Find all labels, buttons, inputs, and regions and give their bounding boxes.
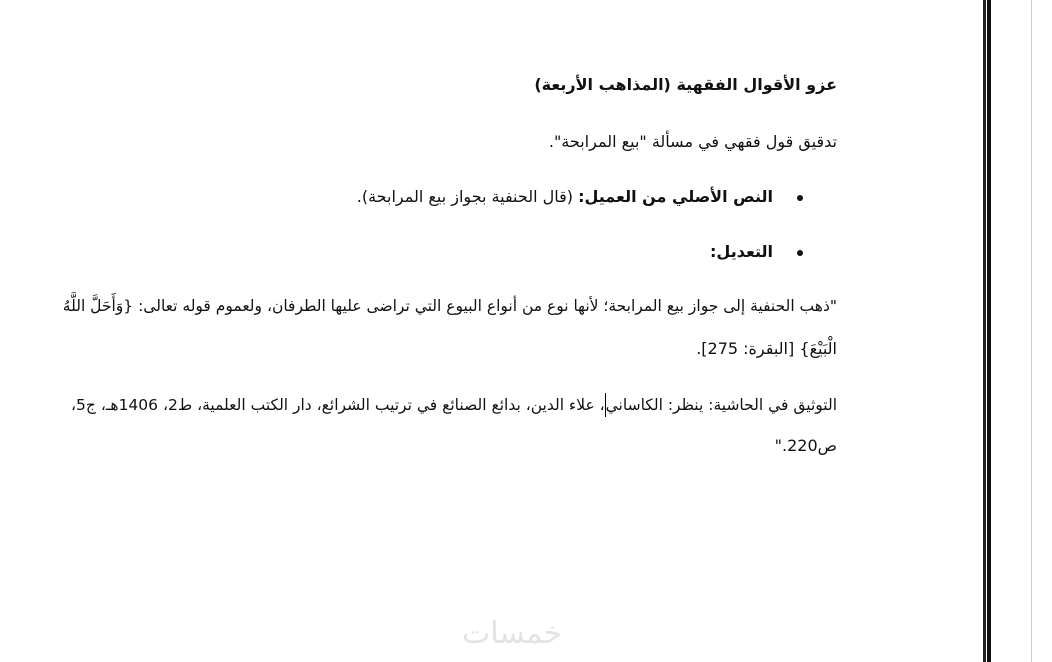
citation-line: ص220."	[774, 436, 837, 455]
citation-text: ، علاء الدين، بدائع الصنائع في ترتيب الشرائع، دار الكتب العلمية، ط2، 1406هـ، ج5،	[71, 396, 605, 414]
bullet-label: التعديل:	[710, 242, 773, 261]
citation-line[interactable]	[0, 393, 837, 417]
bullet-icon	[797, 195, 803, 201]
list-item	[0, 185, 837, 209]
window-edge	[985, 0, 1052, 662]
page-border	[987, 0, 991, 662]
quote-line: الْبَيْعَ} [البقرة: 275].	[696, 339, 837, 358]
list-item	[0, 240, 837, 264]
bullet-label: النص الأصلي من العميل:	[578, 187, 773, 206]
document-heading: عزو الأقوال الفقهية (المذاهب الأربعة)	[534, 75, 837, 94]
bullet-icon	[797, 250, 803, 256]
watermark-logo: خمسات	[462, 616, 563, 651]
page-border	[983, 0, 986, 662]
bullet-text: (قال الحنفية بجواز بيع المرابحة).	[356, 187, 579, 206]
scrollbar-track[interactable]	[1031, 0, 1032, 662]
quote-line: "ذهب الحنفية إلى جواز بيع المرابحة؛ لأنها نوع من أنواع البيوع التي تراضى عليها الطرفان، ولعموم قوله تعالى: {وَأَحَلَّ اللَّهُ	[62, 297, 837, 315]
intro-paragraph: تدقيق قول فقهي في مسألة "بيع المرابحة".	[548, 132, 837, 151]
citation-text: التوثيق في الحاشية: ينظر: الكاساني	[605, 396, 837, 414]
